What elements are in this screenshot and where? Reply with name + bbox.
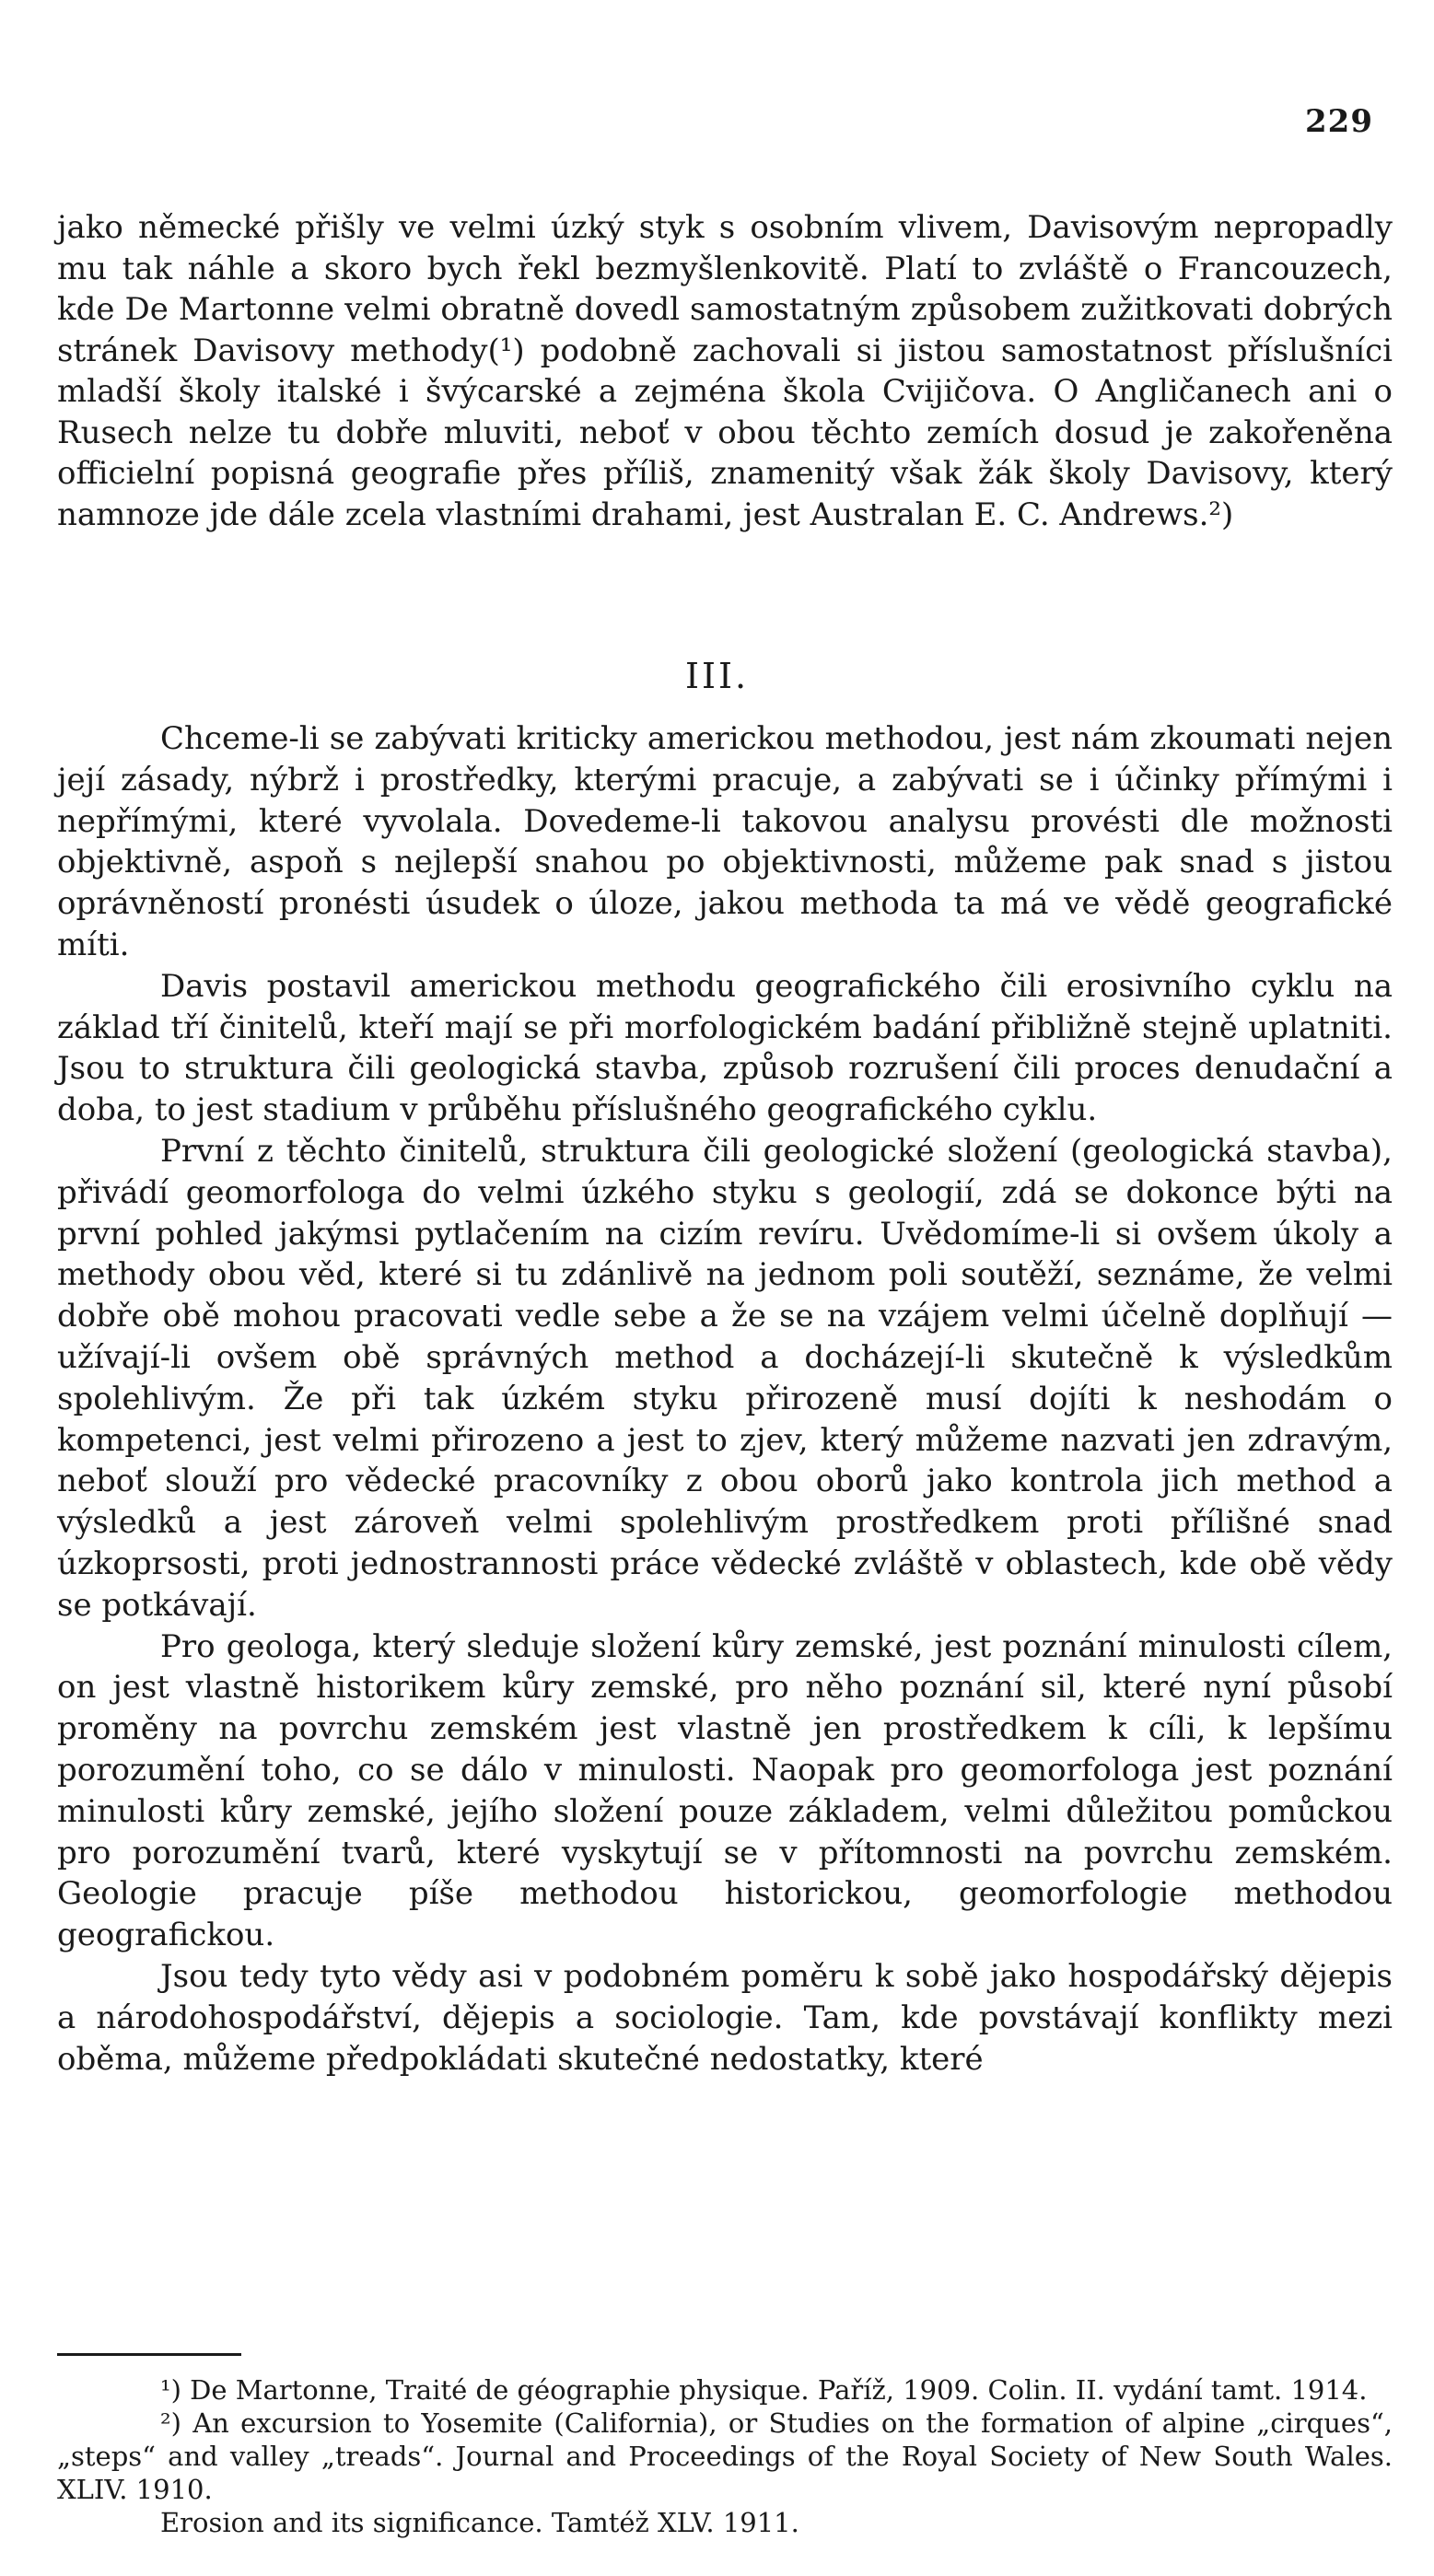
footnote-2: ²) An excursion to Yosemite (California), or Studies on the formation of alpine „cirques“, „steps“ and valley „treads“. Journal and Proceedings of the Royal Society of New South Wales. XLIV. 1910. (57, 2407, 1393, 2505)
paragraph-4: Pro geologa, který sleduje složení kůry zemské, jest poznání minulosti cílem, on jest vlastně historikem kůry zemské, pro něho poznání sil, které nyní působí proměny na povrchu zemském jest vlastně jen prostředkem k cíli, k lepšímu porozumění toho, co se dálo v minulosti. Naopak pro geomorfologa jest poznání minulosti kůry zemské, jejího složení pouze základem, velmi důležitou pomůckou pro porozumění tvarů, které vyskytují se v přítomnosti na povrchu zemském. Geologie pracuje píše methodou historickou, geomorfologie methodou geografickou. (57, 1627, 1393, 1954)
footnote-divider (57, 2353, 241, 2356)
paragraph-5: Jsou tedy tyto vědy asi v podobném poměru k sobě jako hospodářský dějepis a národohospodářství, dějepis a sociologie. Tam, kde povstávají konflikty mezi oběma, můžeme předpokládati skutečné nedostatky, které (57, 1957, 1393, 2078)
section-body (57, 718, 1393, 2080)
intro-text-block (57, 207, 1393, 535)
section-heading: III. (684, 656, 750, 696)
footnote-1: ¹) De Martonne, Traité de géographie physique. Paříž, 1909. Colin. II. vydání tamt. 1914. (160, 2374, 1368, 2406)
paragraph-1: Chceme-li se zabývati kriticky americkou methodou, jest nám zkoumati nejen její zásady, nýbrž i prostředky, kterými pracuje, a zabývati se i účinky přímými i nepřímými, které vyvolala. Dovedeme-li takovou analysu provésti dle možnosti objektivně, aspoň s nejlepší snahou po objektivnosti, můžeme pak snad s jistou oprávněností pronésti úsudek o úloze, jakou methoda ta má ve vědě geografické míti. (57, 720, 1393, 963)
footnotes (57, 2373, 1393, 2539)
paragraph-2: Davis postavil americkou methodu geografického čili erosivního cyklu na základ tří činitelů, kteří mají se při morfologickém badání přibližně stejně uplatniti. Jsou to struktura čili geologická stavba, způsob rozrušení čili proces denudační a doba, to jest stadium v průběhu příslušného geografického cyklu. (57, 967, 1393, 1129)
page-number: 229 (1305, 103, 1373, 140)
footnote-2-continuation: Erosion and its significance. Tamtéž XLV. 1911. (160, 2507, 799, 2538)
intro-paragraph: jako německé přišly ve velmi úzký styk s osobním vlivem, Davisovým nepropadly mu tak náhle a skoro bych řekl bezmyšlenkovitě. Platí to zvláště o Francouzech, kde De Martonne velmi obratně dovedl samostatným způsobem zužitkovati dobrých stránek Davisovy methody(¹) podobně zachovali si jistou samostatnost příslušníci mladší školy italské i švýcarské a zejména škola Cvijičova. O Angličanech ani o Rusech nelze tu dobře mluviti, neboť v obou těchto zemích dosud je zakořeněna officielní popisná geografie přes příliš, znamenitý však žák školy Davisovy, který namnoze jde dále zcela vlastními drahami, jest Australan E. C. Andrews.²) (57, 209, 1393, 533)
paragraph-3: První z těchto činitelů, struktura čili geologické složení (geologická stavba), přivádí geomorfologa do velmi úzkého styku s geologií, zdá se dokonce býti na první pohled jakýmsi pytlačením na cizím revíru. Uvědomíme-li si ovšem úkoly a methody obou věd, které si tu zdánlivě na jednom poli soutěží, seznáme, že velmi dobře obě mohou pracovati vedle sebe a že se na vzájem velmi účelně doplňují — užívají-li ovšem obě správných method a docházejí-li skutečně k výsledkům spolehlivým. Že při tak úzkém styku přirozeně musí dojíti k neshodám o kompetenci, jest velmi přirozeno a jest to zjev, který můžeme nazvati jen zdravým, neboť slouží pro vědecké pracovníky z obou oborů jako kontrola jich method a výsledků a jest zároveň velmi spolehlivým prostředkem proti přílišné snad úzkoprsosti, proti jednostrannosti práce vědecké zvláště v oblastech, kde obě vědy se potkávají. (57, 1132, 1393, 1624)
